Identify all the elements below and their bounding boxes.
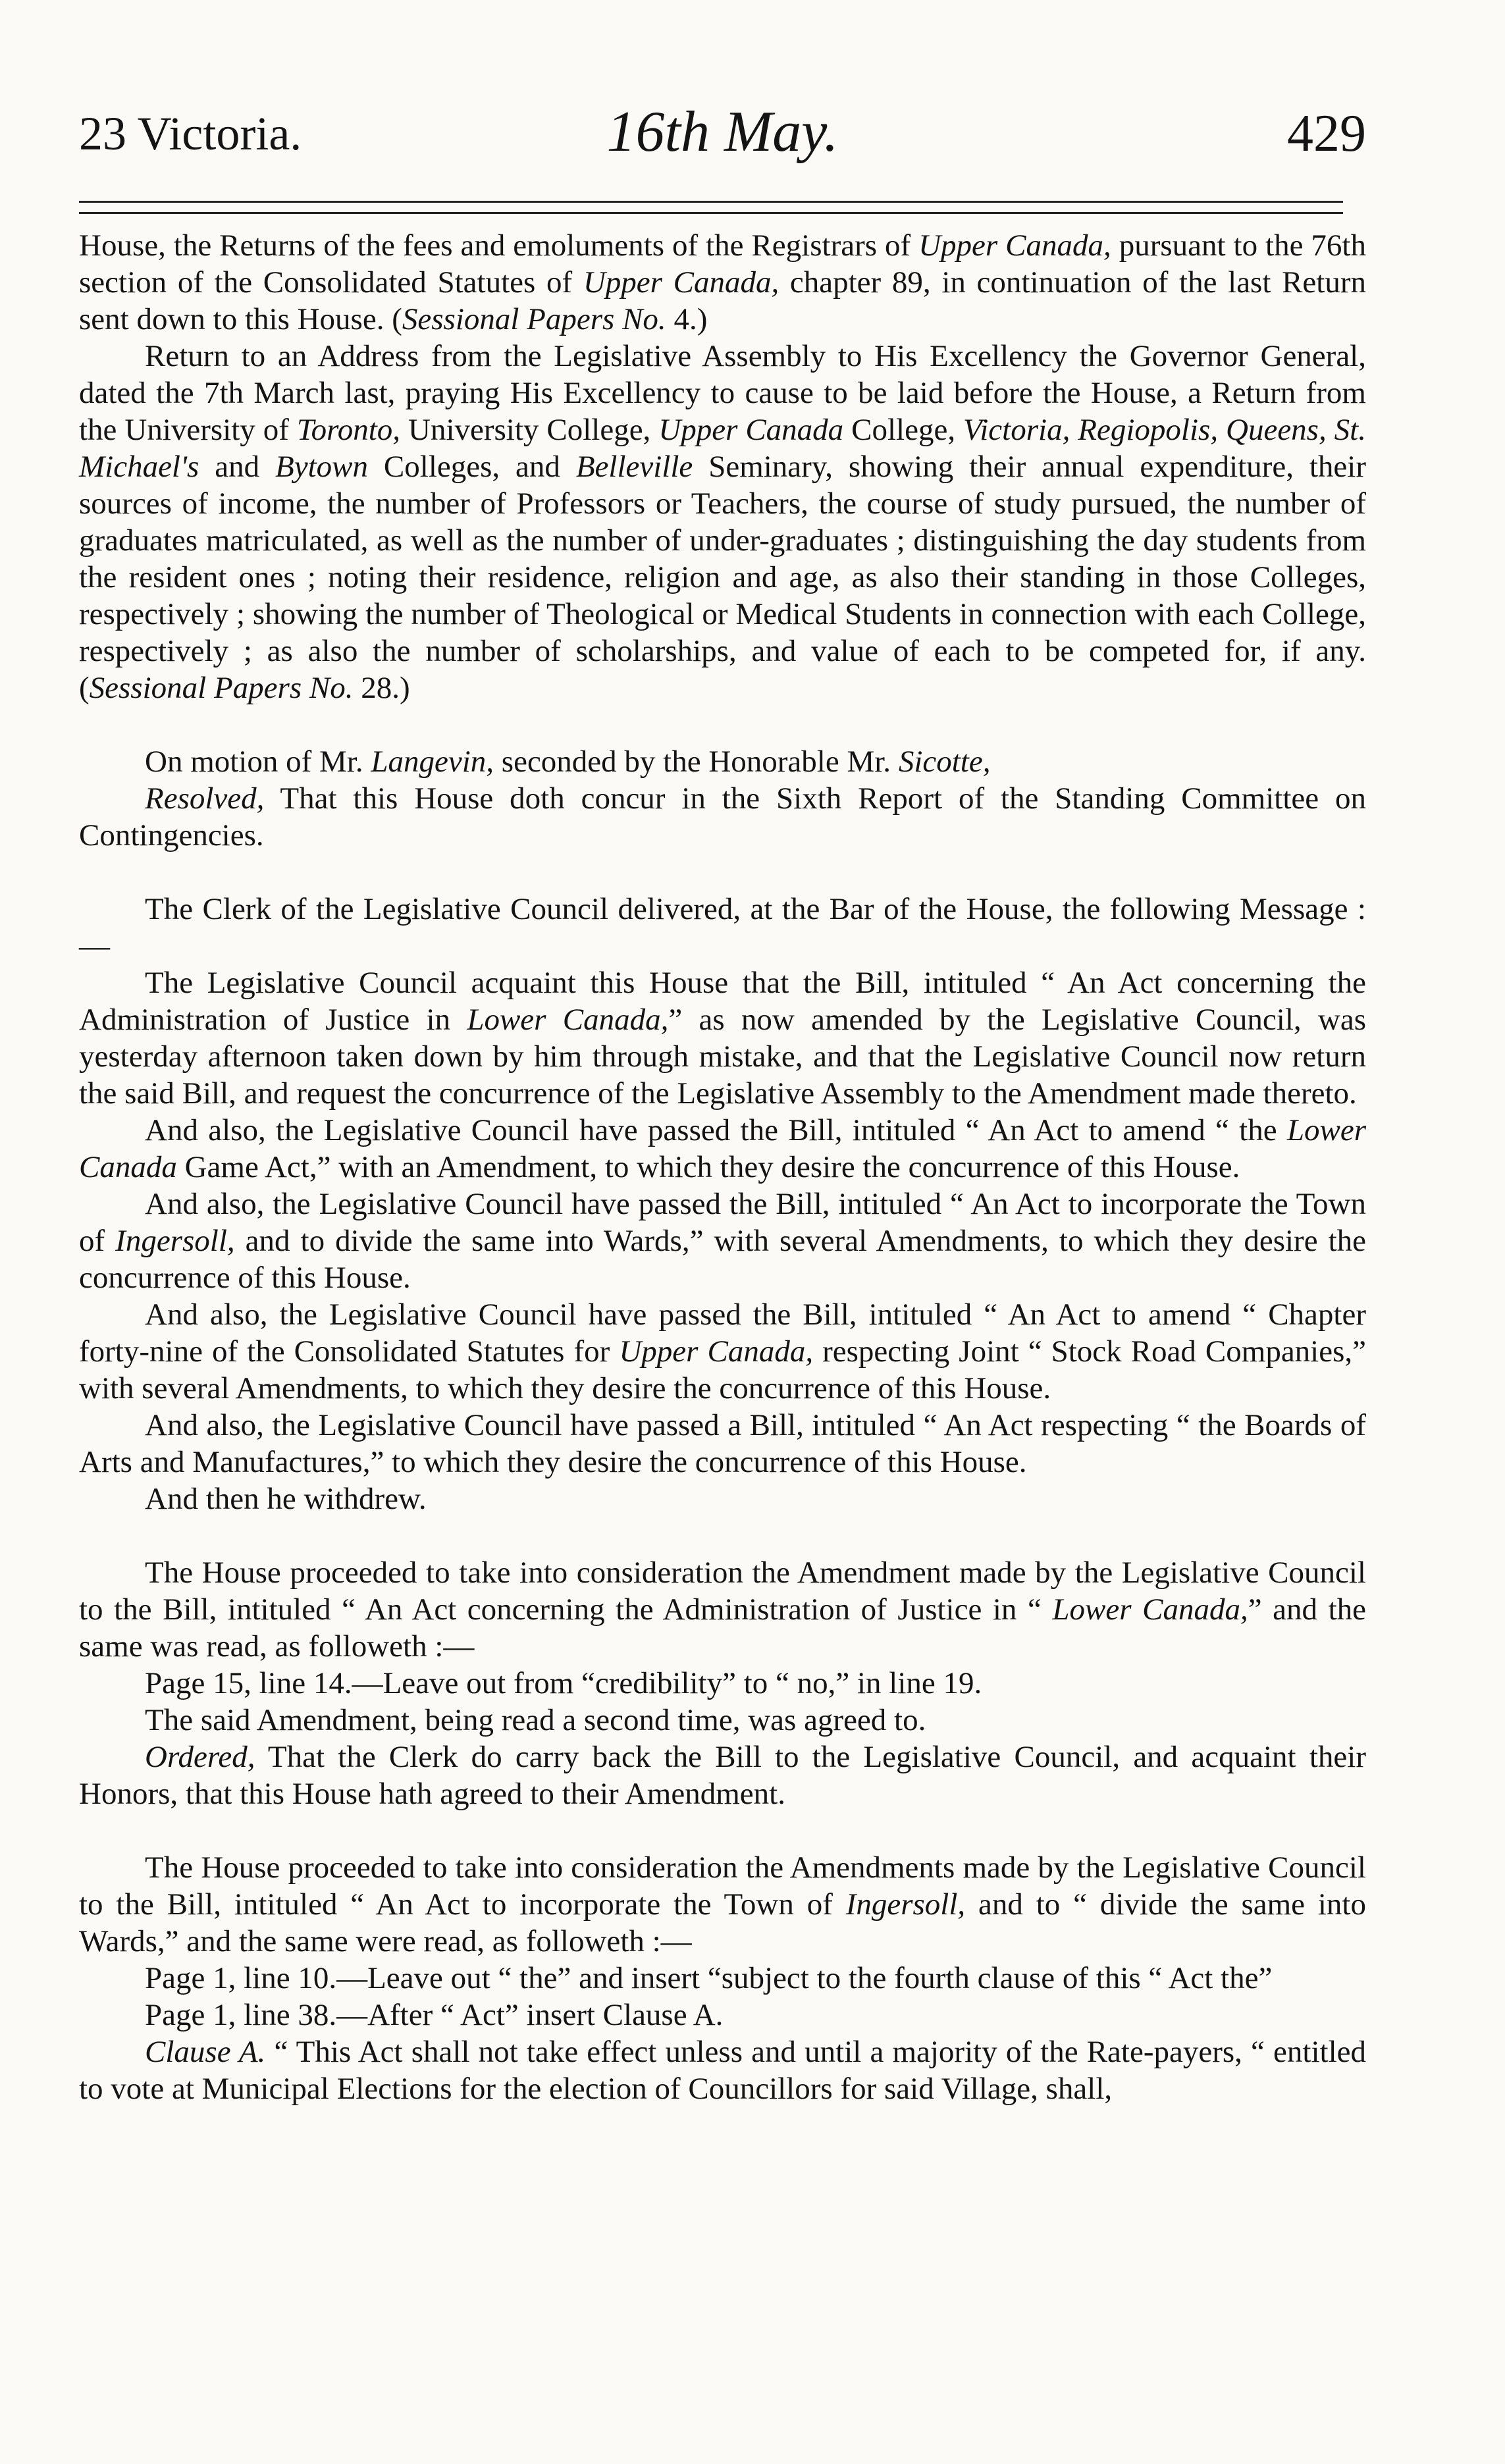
text-run: The House proceeded to take into consideration the Amendment made by the Legislative Council to the Bill, intituled “ An Act concerning the Administration of Justice in “ xyxy=(79,1556,1366,1627)
text-run: Page 1, line 38.—After “ Act” insert Clause A. xyxy=(145,1998,724,2032)
paragraph xyxy=(79,743,1366,780)
paragraph xyxy=(79,1849,1366,1960)
paragraph xyxy=(79,1739,1366,1812)
paragraph xyxy=(79,1112,1366,1186)
text-run: Page 1, line 10.—Leave out “ the” and insert “subject to the fourth clause of this “ Act the” xyxy=(145,1961,1273,1995)
paragraph xyxy=(79,1296,1366,1407)
text-run: And also, the Legislative Council have passed the Bill, intituled “ An Act to amend “ the xyxy=(145,1113,1287,1147)
text-run: House, the Returns of the fees and emoluments of the Registrars of xyxy=(79,228,919,263)
paragraph xyxy=(79,780,1366,854)
session-date: 16th May. xyxy=(606,100,839,164)
italic-run: Lower Canada, xyxy=(467,1003,669,1037)
italic-run: Sessional Papers No. xyxy=(89,671,354,705)
paragraph xyxy=(79,1665,1366,1702)
italic-run: Ingersoll, xyxy=(845,1887,966,1922)
journal-body xyxy=(79,227,1366,2107)
text-run: “ This Act shall not take effect unless and until a majority of the Rate-payers, “ entitled to vote at Municipal Elections for the election of Councillors for said Village, shall, xyxy=(79,2035,1366,2106)
italic-run: Langevin, xyxy=(371,745,494,779)
regnal-year: 23 Victoria. xyxy=(79,107,302,160)
text-run: and to “ divide the same into Wards,” and the same were read, as followeth :— xyxy=(79,1887,1366,1958)
italic-run: Ordered, xyxy=(145,1740,255,1774)
text-run: The Legislative Council acquaint this House that the Bill, intituled “ An Act concerning the Administration of Justice in xyxy=(79,966,1366,1037)
text-run: seconded by the Honorable Mr. xyxy=(494,745,899,779)
italic-run: Lower Canada, xyxy=(1052,1592,1248,1627)
page-header xyxy=(79,99,1366,184)
italic-run: Lower Canada xyxy=(79,1113,1366,1184)
italic-run: Upper Canada, xyxy=(918,228,1111,263)
italic-run: Belleville xyxy=(575,450,693,484)
text-run: The said Amendment, being read a second time, was agreed to. xyxy=(145,1703,926,1737)
text-run: And also, the Legislative Council have passed the Bill, intituled “ An Act to incorporate the Town of xyxy=(79,1187,1366,1258)
italic-run: Sessional Papers No. xyxy=(402,302,666,336)
text-run: The Clerk of the Legislative Council delivered, at the Bar of the House, the following Message :— xyxy=(79,892,1366,963)
text-run: Return to an Address from the Legislative Assembly to His Excellency the Governor General, dated the 7th March last, praying His Excellency to cause to be laid before the House, a Return from the University of xyxy=(79,339,1366,447)
text-run: The House proceeded to take into consideration the Amendments made by the Legislative Council to the Bill, intituled “ An Act to incorporate the Town of xyxy=(79,1850,1366,1922)
italic-run: Clause A. xyxy=(145,2035,266,2069)
header-rule-top xyxy=(79,201,1343,203)
text-run: And also, the Legislative Council have passed the Bill, intituled “ An Act to amend “ Chapter forty-nine of the Consolidated Statutes for xyxy=(79,1298,1366,1369)
text-run: Seminary, showing their annual expenditure, their sources of income, the number of Professors or Teachers, the course of study pursued, the number of graduates matriculated, as well as the number of under-graduates ; distinguishing the day students from the resident ones ; noting their residence, religion and age, as also their standing in those Colleges, respectively ; showing the number of Theological or Medical Students in connection with each College, respectively ; as also the number of scholarships, and value of each to be competed for, if any. ( xyxy=(79,450,1366,705)
text-run: ” as now amended by the Legislative Council, was yesterday afternoon taken down by him through mistake, and that the Legislative Council now return the said Bill, and request the concurrence of the Legislative Assembly to the Amendment made thereto. xyxy=(79,1003,1366,1111)
paragraph xyxy=(79,1997,1366,2033)
paragraph xyxy=(79,1702,1366,1739)
paragraph xyxy=(79,1554,1366,1665)
text-run: ” and the same was read, as followeth :— xyxy=(79,1592,1366,1664)
paragraph xyxy=(79,964,1366,1112)
paragraph xyxy=(79,891,1366,964)
text-run: University College, xyxy=(400,413,659,447)
paragraph xyxy=(79,2033,1366,2107)
italic-run: Ingersoll, xyxy=(115,1224,235,1258)
text-run: And also, the Legislative Council have passed a Bill, intituled “ An Act respecting “ the Boards of Arts and Manufactures,” to which they desire the concurrence of this House. xyxy=(79,1408,1366,1479)
text-run: 4.) xyxy=(666,302,708,336)
text-run: respecting Joint “ Stock Road Companies,” with several Amendments, to which they desire the concurrence of this House. xyxy=(79,1334,1367,1405)
italic-run: Toronto, xyxy=(296,413,401,447)
text-run: Page 15, line 14.—Leave out from “credibility” to “ no,” in line 19. xyxy=(145,1666,982,1700)
text-run: pursuant to the 76th section of the Consolidated Statutes of xyxy=(79,228,1366,300)
paragraph xyxy=(79,227,1366,338)
text-run: That this House doth concur in the Sixth Report of the Standing Committee on Contingencies. xyxy=(79,781,1366,852)
text-run: Game Act,” with an Amendment, to which they desire the concurrence of this House. xyxy=(176,1150,1240,1184)
paragraph xyxy=(79,1407,1366,1481)
text-run: On motion of Mr. xyxy=(145,745,371,779)
text-run: That the Clerk do carry back the Bill to the Legislative Council, and acquaint their Honors, that this House hath agreed to their Amendment. xyxy=(79,1740,1366,1811)
italic-run: Sicotte, xyxy=(898,745,991,779)
paragraph xyxy=(79,1960,1366,1997)
italic-run: Resolved, xyxy=(145,781,265,816)
paragraph xyxy=(79,1481,1366,1517)
paragraph xyxy=(79,1186,1366,1296)
italic-run: Upper Canada xyxy=(658,413,844,447)
italic-run: Bytown xyxy=(275,450,369,484)
text-run: College, xyxy=(843,413,964,447)
italic-run: Upper Canada, xyxy=(583,265,779,300)
text-run: chapter 89, in continuation of the last Return sent down to this House. ( xyxy=(79,265,1367,336)
text-run: Colleges, and xyxy=(368,450,576,484)
italic-run: Upper Canada, xyxy=(619,1334,814,1369)
text-run: and to divide the same into Wards,” with several Amendments, to which they desire the concurrence of this House. xyxy=(79,1224,1366,1295)
text-run: 28.) xyxy=(353,671,410,705)
italic-run: Victoria, Regiopolis, Queens, St. Michael's xyxy=(79,413,1366,484)
paragraph xyxy=(79,338,1366,706)
header-rule-bottom xyxy=(79,212,1343,214)
text-run: And then he withdrew. xyxy=(145,1482,427,1516)
text-run: and xyxy=(199,450,276,484)
page-number: 429 xyxy=(1287,105,1366,163)
